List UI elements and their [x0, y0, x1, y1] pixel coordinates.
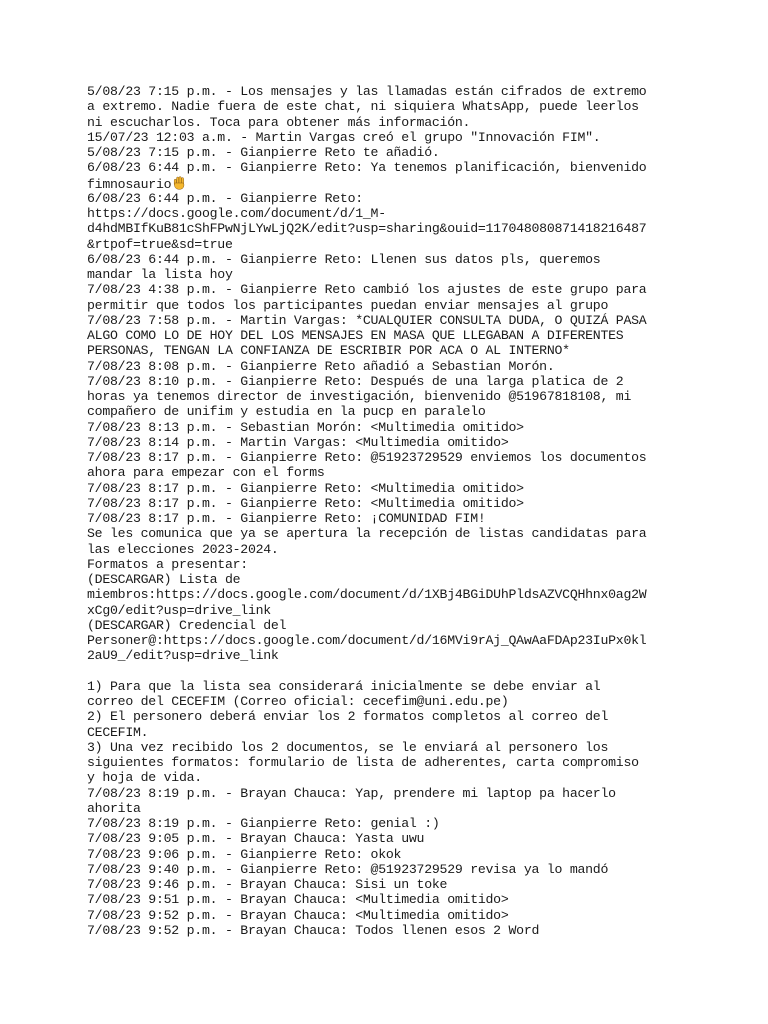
chat-line	[87, 786, 687, 801]
chat-line-text: 6/08/23 6:44 p.m. - Gianpierre Reto: Ya tenemos planificación, bienvenido	[87, 160, 647, 176]
chat-line	[87, 130, 687, 145]
chat-line-text: 7/08/23 9:40 p.m. - Gianpierre Reto: @51923729529 revisa ya lo mandó	[87, 861, 609, 877]
chat-line-text: PERSONAS, TENGAN LA CONFIANZA DE ESCRIBIR POR ACA O AL INTERNO*	[87, 343, 570, 359]
chat-line	[87, 740, 687, 755]
chat-line-text: y hoja de vida.	[87, 770, 202, 786]
chat-line	[87, 633, 687, 648]
chat-line-text: las elecciones 2023-2024.	[87, 541, 279, 557]
chat-line-text: mandar la lista hoy	[87, 267, 233, 282]
chat-line	[87, 343, 687, 358]
chat-line-text: compañero de unifim y estudia en la pucp en paralelo	[87, 404, 486, 420]
chat-line	[87, 618, 687, 633]
chat-line-text: 2) El personero deberá enviar los 2 formatos completos al correo del	[87, 709, 609, 725]
chat-line	[87, 923, 687, 938]
chat-line	[87, 481, 687, 496]
chat-line-text: d4hdMBIfKuB81cShFPwNjLYwLjQ2K/edit?usp=sharing&ouid=117048080871418216487	[87, 221, 647, 237]
chat-line-text: 7/08/23 9:52 p.m. - Brayan Chauca: <Multimedia omitido>	[87, 907, 509, 923]
chat-line-text: 5/08/23 7:15 p.m. - Gianpierre Reto te añadió.	[87, 145, 440, 160]
chat-line-text: 7/08/23 8:17 p.m. - Gianpierre Reto: <Multimedia omitido>	[87, 495, 524, 511]
chat-line	[87, 908, 687, 923]
chat-line-text: 6/08/23 6:44 p.m. - Gianpierre Reto:	[87, 190, 363, 206]
chat-line	[87, 557, 687, 572]
chat-line-text: CECEFIM.	[87, 724, 149, 740]
chat-line	[87, 725, 687, 740]
chat-line	[87, 160, 687, 175]
chat-line	[87, 176, 687, 191]
chat-line-text: Se les comunica que ya se apertura la recepción de listas candidatas para	[87, 526, 647, 542]
document-page	[87, 84, 687, 938]
chat-line	[87, 694, 687, 709]
chat-line-text: 7/08/23 9:06 p.m. - Gianpierre Reto: okok	[87, 846, 402, 862]
chat-line	[87, 862, 687, 877]
chat-line-text: 1) Para que la lista sea considerará inicialmente se debe enviar al	[87, 678, 601, 694]
chat-line-text: 7/08/23 9:51 p.m. - Brayan Chauca: <Multimedia omitido>	[87, 892, 509, 908]
chat-line-text: 7/08/23 8:19 p.m. - Gianpierre Reto: genial :)	[87, 816, 440, 831]
chat-line	[87, 572, 687, 587]
chat-line	[87, 298, 687, 313]
chat-line	[87, 847, 687, 862]
chat-line-text: 6/08/23 6:44 p.m. - Gianpierre Reto: Llenen sus datos pls, queremos	[87, 251, 601, 267]
chat-line	[87, 877, 687, 892]
chat-line	[87, 252, 687, 267]
chat-line-text: miembros:https://docs.google.com/document/d/1XBj4BGiDUhPldsAZVCQHhnx0ag2W	[87, 587, 647, 603]
chat-line	[87, 770, 687, 785]
chat-line-text: 7/08/23 8:17 p.m. - Gianpierre Reto: @51923729529 enviemos los documentos	[87, 450, 647, 465]
chat-line	[87, 359, 687, 374]
chat-line-text: Personer@:https://docs.google.com/document/d/16MVi9rAj_QAwAaFDAp23IuPx0kl	[87, 633, 647, 648]
chat-line	[87, 496, 687, 511]
chat-line	[87, 450, 687, 465]
chat-line	[87, 404, 687, 419]
chat-line-text: (DESCARGAR) Credencial del	[87, 617, 287, 633]
chat-line-text: xCg0/edit?usp=drive_link	[87, 602, 271, 618]
chat-line-text: correo del CECEFIM (Correo oficial: cecefim@uni.edu.pe)	[87, 694, 509, 709]
chat-line-text: 7/08/23 9:52 p.m. - Brayan Chauca: Todos llenen esos 2 Word	[87, 922, 540, 938]
chat-line	[87, 831, 687, 846]
chat-line	[87, 191, 687, 206]
chat-line	[87, 679, 687, 694]
chat-line	[87, 587, 687, 602]
chat-line	[87, 99, 687, 114]
chat-line	[87, 465, 687, 480]
chat-line-text: 7/08/23 8:17 p.m. - Gianpierre Reto: <Multimedia omitido>	[87, 480, 524, 496]
chat-line	[87, 221, 687, 236]
raised-hand-icon	[173, 176, 186, 190]
chat-line-text: &rtpof=true&sd=true	[87, 236, 233, 252]
chat-line	[87, 84, 687, 99]
chat-line-text: 7/08/23 8:13 p.m. - Sebastian Morón: <Multimedia omitido>	[87, 419, 524, 435]
chat-line	[87, 282, 687, 297]
chat-line-text: ahora para empezar con el forms	[87, 465, 325, 481]
chat-line-text: 7/08/23 9:05 p.m. - Brayan Chauca: Yasta uwu	[87, 831, 425, 847]
chat-line-text: Formatos a presentar:	[87, 556, 248, 572]
chat-line-text: https://docs.google.com/document/d/1_M-	[87, 206, 386, 221]
chat-line-text: permitir que todos los participantes puedan enviar mensajes al grupo	[87, 297, 609, 313]
chat-line	[87, 709, 687, 724]
chat-line-text: 7/08/23 8:19 p.m. - Brayan Chauca: Yap, prendere mi laptop pa hacerlo	[87, 785, 616, 801]
chat-line	[87, 267, 687, 282]
chat-line-text: 3) Una vez recibido los 2 documentos, se le enviará al personero los	[87, 739, 609, 755]
chat-line-text: 5/08/23 7:15 p.m. - Los mensajes y las llamadas están cifrados de extremo	[87, 84, 647, 99]
chat-line	[87, 328, 687, 343]
blank-line	[87, 664, 687, 679]
chat-line	[87, 648, 687, 663]
chat-line	[87, 420, 687, 435]
chat-line-text: 7/08/23 8:17 p.m. - Gianpierre Reto: ¡COMUNIDAD FIM!	[87, 511, 486, 526]
chat-line	[87, 892, 687, 907]
chat-line-text: 7/08/23 8:10 p.m. - Gianpierre Reto: Después de una larga platica de 2	[87, 373, 624, 389]
chat-line	[87, 115, 687, 130]
chat-line	[87, 145, 687, 160]
chat-line-text: 7/08/23 7:58 p.m. - Martin Vargas: *CUALQUIER CONSULTA DUDA, O QUIZÁ PASA	[87, 312, 647, 328]
chat-line	[87, 542, 687, 557]
chat-line	[87, 816, 687, 831]
chat-line	[87, 511, 687, 526]
chat-line-text: ALGO COMO LO DE HOY DEL LOS MENSAJES EN MASA QUE LLEGABAN A DIFERENTES	[87, 328, 624, 343]
chat-line	[87, 237, 687, 252]
chat-line	[87, 313, 687, 328]
chat-line-text: 2aU9_/edit?usp=drive_link	[87, 648, 279, 664]
chat-line-text: ni escucharlos. Toca para obtener más información.	[87, 114, 471, 130]
chat-line-text: horas ya tenemos director de investigación, bienvenido @51967818108, mi	[87, 389, 632, 404]
chat-line	[87, 603, 687, 618]
chat-line	[87, 206, 687, 221]
chat-line-text: 7/08/23 9:46 p.m. - Brayan Chauca: Sisi un toke	[87, 877, 448, 892]
chat-line	[87, 374, 687, 389]
chat-line	[87, 801, 687, 816]
chat-line-text: (DESCARGAR) Lista de	[87, 572, 241, 587]
chat-line-text: a extremo. Nadie fuera de este chat, ni siquiera WhatsApp, puede leerlos	[87, 99, 639, 115]
chat-line-text: 7/08/23 4:38 p.m. - Gianpierre Reto cambió los ajustes de este grupo para	[87, 282, 647, 298]
chat-line-text: 15/07/23 12:03 a.m. - Martin Vargas creó el grupo "Innovación FIM".	[87, 129, 601, 145]
chat-line	[87, 435, 687, 450]
chat-line-text: siguientes formatos: formulario de lista de adherentes, carta compromiso	[87, 755, 639, 770]
chat-line-text: 7/08/23 8:14 p.m. - Martin Vargas: <Multimedia omitido>	[87, 434, 509, 450]
chat-line-text: ahorita	[87, 800, 141, 816]
chat-line-text: 7/08/23 8:08 p.m. - Gianpierre Reto añadió a Sebastian Morón.	[87, 358, 555, 374]
chat-line	[87, 389, 687, 404]
chat-line	[87, 755, 687, 770]
chat-line	[87, 526, 687, 541]
chat-line-text: fimnosaurio	[87, 176, 172, 192]
